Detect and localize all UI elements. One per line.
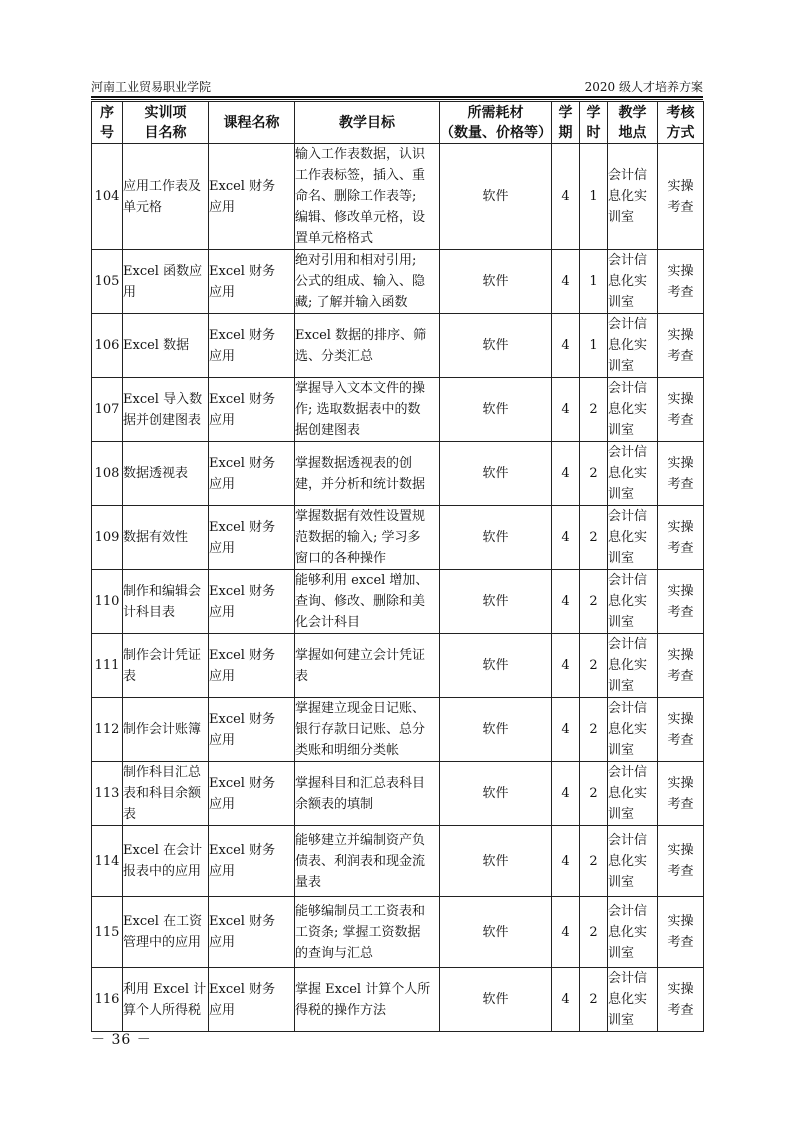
exam-method: 实操 考查 <box>658 762 704 826</box>
teaching-place: 会计信 息化实 训室 <box>608 314 658 378</box>
teaching-place: 会计信 息化实 训室 <box>608 968 658 1032</box>
materials: 软件 <box>440 442 552 506</box>
row-number: 107 <box>92 378 123 442</box>
term: 4 <box>552 968 580 1032</box>
exam-method: 实操 考查 <box>658 698 704 762</box>
teaching-goal: 掌握导入文本文件的操 作; 选取数据表中的数 据创建图表 <box>295 378 440 442</box>
header-name: 实训项 目名称 <box>123 102 209 144</box>
teaching-place: 会计信 息化实 训室 <box>608 897 658 968</box>
table-row <box>92 634 704 698</box>
training-item-name: 应用工作表及 单元格 <box>123 144 209 250</box>
term: 4 <box>552 314 580 378</box>
row-number: 114 <box>92 826 123 897</box>
materials: 软件 <box>440 698 552 762</box>
teaching-goal: 能够建立并编制资产负 债表、利润表和现金流 量表 <box>295 826 440 897</box>
table-body <box>92 144 704 1032</box>
exam-method: 实操 考查 <box>658 378 704 442</box>
term: 4 <box>552 250 580 314</box>
materials: 软件 <box>440 314 552 378</box>
header-rule-thin <box>91 99 703 100</box>
teaching-place: 会计信 息化实 训室 <box>608 570 658 634</box>
row-number: 106 <box>92 314 123 378</box>
training-item-name: Excel 导入数 据并创建图表 <box>123 378 209 442</box>
exam-method: 实操 考查 <box>658 442 704 506</box>
table-row <box>92 826 704 897</box>
header-num: 序 号 <box>92 102 123 144</box>
exam-method: 实操 考查 <box>658 144 704 250</box>
teaching-goal: 掌握 Excel 计算个人所 得税的操作方法 <box>295 968 440 1032</box>
hours: 2 <box>580 826 608 897</box>
table-row <box>92 378 704 442</box>
course-name: Excel 财务 应用 <box>209 506 295 570</box>
header-goal: 教学目标 <box>295 102 440 144</box>
training-item-name: 制作科目汇总 表和科目余额 表 <box>123 762 209 826</box>
hours: 2 <box>580 762 608 826</box>
header-materials: 所需耗材 （数量、价格等） <box>440 102 552 144</box>
course-name: Excel 财务 应用 <box>209 698 295 762</box>
hours: 2 <box>580 570 608 634</box>
term: 4 <box>552 570 580 634</box>
teaching-place: 会计信 息化实 训室 <box>608 762 658 826</box>
table-row <box>92 250 704 314</box>
course-name: Excel 财务 应用 <box>209 250 295 314</box>
teaching-goal: 能够编制员工工资表和 工资条; 掌握工资数据 的查询与汇总 <box>295 897 440 968</box>
teaching-place: 会计信 息化实 训室 <box>608 826 658 897</box>
row-number: 112 <box>92 698 123 762</box>
exam-method: 实操 考查 <box>658 897 704 968</box>
header-hours: 学 时 <box>580 102 608 144</box>
header-rule <box>91 96 703 98</box>
row-number: 116 <box>92 968 123 1032</box>
table-row <box>92 897 704 968</box>
term: 4 <box>552 634 580 698</box>
term: 4 <box>552 442 580 506</box>
term: 4 <box>552 506 580 570</box>
materials: 软件 <box>440 826 552 897</box>
table-row <box>92 968 704 1032</box>
exam-method: 实操 考查 <box>658 826 704 897</box>
teaching-goal: 掌握如何建立会计凭证 表 <box>295 634 440 698</box>
hours: 2 <box>580 968 608 1032</box>
page-header <box>91 78 703 96</box>
training-table <box>91 101 704 1032</box>
course-name: Excel 财务 应用 <box>209 762 295 826</box>
training-item-name: Excel 数据 <box>123 314 209 378</box>
term: 4 <box>552 144 580 250</box>
course-name: Excel 财务 应用 <box>209 570 295 634</box>
teaching-goal: Excel 数据的排序、筛 选、分类汇总 <box>295 314 440 378</box>
teaching-goal: 能够利用 excel 增加、 查询、修改、删除和美 化会计科目 <box>295 570 440 634</box>
exam-method: 实操 考查 <box>658 634 704 698</box>
materials: 软件 <box>440 897 552 968</box>
header-term: 学 期 <box>552 102 580 144</box>
table-row <box>92 314 704 378</box>
course-name: Excel 财务 应用 <box>209 634 295 698</box>
materials: 软件 <box>440 570 552 634</box>
materials: 软件 <box>440 506 552 570</box>
exam-method: 实操 考查 <box>658 968 704 1032</box>
course-name: Excel 财务 应用 <box>209 144 295 250</box>
row-number: 115 <box>92 897 123 968</box>
training-item-name: Excel 在工资 管理中的应用 <box>123 897 209 968</box>
term: 4 <box>552 698 580 762</box>
teaching-place: 会计信 息化实 训室 <box>608 144 658 250</box>
term: 4 <box>552 897 580 968</box>
materials: 软件 <box>440 634 552 698</box>
table-row <box>92 144 704 250</box>
training-item-name: 制作会计账簿 <box>123 698 209 762</box>
exam-method: 实操 考查 <box>658 314 704 378</box>
term: 4 <box>552 826 580 897</box>
teaching-goal: 绝对引用和相对引用; 公式的组成、输入、隐 藏; 了解并输入函数 <box>295 250 440 314</box>
course-name: Excel 财务 应用 <box>209 897 295 968</box>
training-item-name: 数据透视表 <box>123 442 209 506</box>
school-name: 河南工业贸易职业学院 <box>91 80 212 94</box>
teaching-goal: 掌握数据透视表的创 建，并分析和统计数据 <box>295 442 440 506</box>
teaching-goal: 掌握科目和汇总表科目 余额表的填制 <box>295 762 440 826</box>
teaching-place: 会计信 息化实 训室 <box>608 378 658 442</box>
teaching-goal: 掌握建立现金日记账、 银行存款日记账、总分 类账和明细分类帐 <box>295 698 440 762</box>
hours: 2 <box>580 442 608 506</box>
header-place: 教学 地点 <box>608 102 658 144</box>
row-number: 113 <box>92 762 123 826</box>
row-number: 105 <box>92 250 123 314</box>
term: 4 <box>552 378 580 442</box>
teaching-goal: 掌握数据有效性设置规 范数据的输入; 学习多 窗口的各种操作 <box>295 506 440 570</box>
row-number: 109 <box>92 506 123 570</box>
training-item-name: 利用 Excel 计 算个人所得税 <box>123 968 209 1032</box>
hours: 1 <box>580 314 608 378</box>
materials: 软件 <box>440 250 552 314</box>
hours: 2 <box>580 698 608 762</box>
training-item-name: 数据有效性 <box>123 506 209 570</box>
hours: 2 <box>580 506 608 570</box>
course-name: Excel 财务 应用 <box>209 968 295 1032</box>
teaching-place: 会计信 息化实 训室 <box>608 442 658 506</box>
materials: 软件 <box>440 968 552 1032</box>
teaching-place: 会计信 息化实 训室 <box>608 250 658 314</box>
table-row <box>92 762 704 826</box>
exam-method: 实操 考查 <box>658 570 704 634</box>
table-row <box>92 442 704 506</box>
hours: 2 <box>580 897 608 968</box>
hours: 1 <box>580 144 608 250</box>
row-number: 111 <box>92 634 123 698</box>
exam-method: 实操 考查 <box>658 506 704 570</box>
teaching-place: 会计信 息化实 训室 <box>608 698 658 762</box>
row-number: 110 <box>92 570 123 634</box>
course-name: Excel 财务 应用 <box>209 314 295 378</box>
header-course: 课程名称 <box>209 102 295 144</box>
teaching-place: 会计信 息化实 训室 <box>608 506 658 570</box>
course-name: Excel 财务 应用 <box>209 826 295 897</box>
table-row <box>92 570 704 634</box>
training-item-name: 制作和编辑会 计科目表 <box>123 570 209 634</box>
teaching-place: 会计信 息化实 训室 <box>608 634 658 698</box>
hours: 2 <box>580 378 608 442</box>
row-number: 108 <box>92 442 123 506</box>
materials: 软件 <box>440 144 552 250</box>
header-exam: 考核 方式 <box>658 102 704 144</box>
table-header-row <box>92 102 704 144</box>
term: 4 <box>552 762 580 826</box>
course-name: Excel 财务 应用 <box>209 378 295 442</box>
hours: 1 <box>580 250 608 314</box>
plan-title: 2020 级人才培养方案 <box>584 80 703 94</box>
training-item-name: Excel 函数应 用 <box>123 250 209 314</box>
exam-method: 实操 考查 <box>658 250 704 314</box>
page-number: － 36 － <box>91 1032 152 1048</box>
materials: 软件 <box>440 378 552 442</box>
course-name: Excel 财务 应用 <box>209 442 295 506</box>
table-row <box>92 698 704 762</box>
row-number: 104 <box>92 144 123 250</box>
training-item-name: Excel 在会计 报表中的应用 <box>123 826 209 897</box>
training-item-name: 制作会计凭证 表 <box>123 634 209 698</box>
teaching-goal: 输入工作表数据，认识 工作表标签，插入、重 命名、删除工作表等; 编辑、修改单元格，设 置单元格格式 <box>295 144 440 250</box>
table-row <box>92 506 704 570</box>
materials: 软件 <box>440 762 552 826</box>
hours: 2 <box>580 634 608 698</box>
